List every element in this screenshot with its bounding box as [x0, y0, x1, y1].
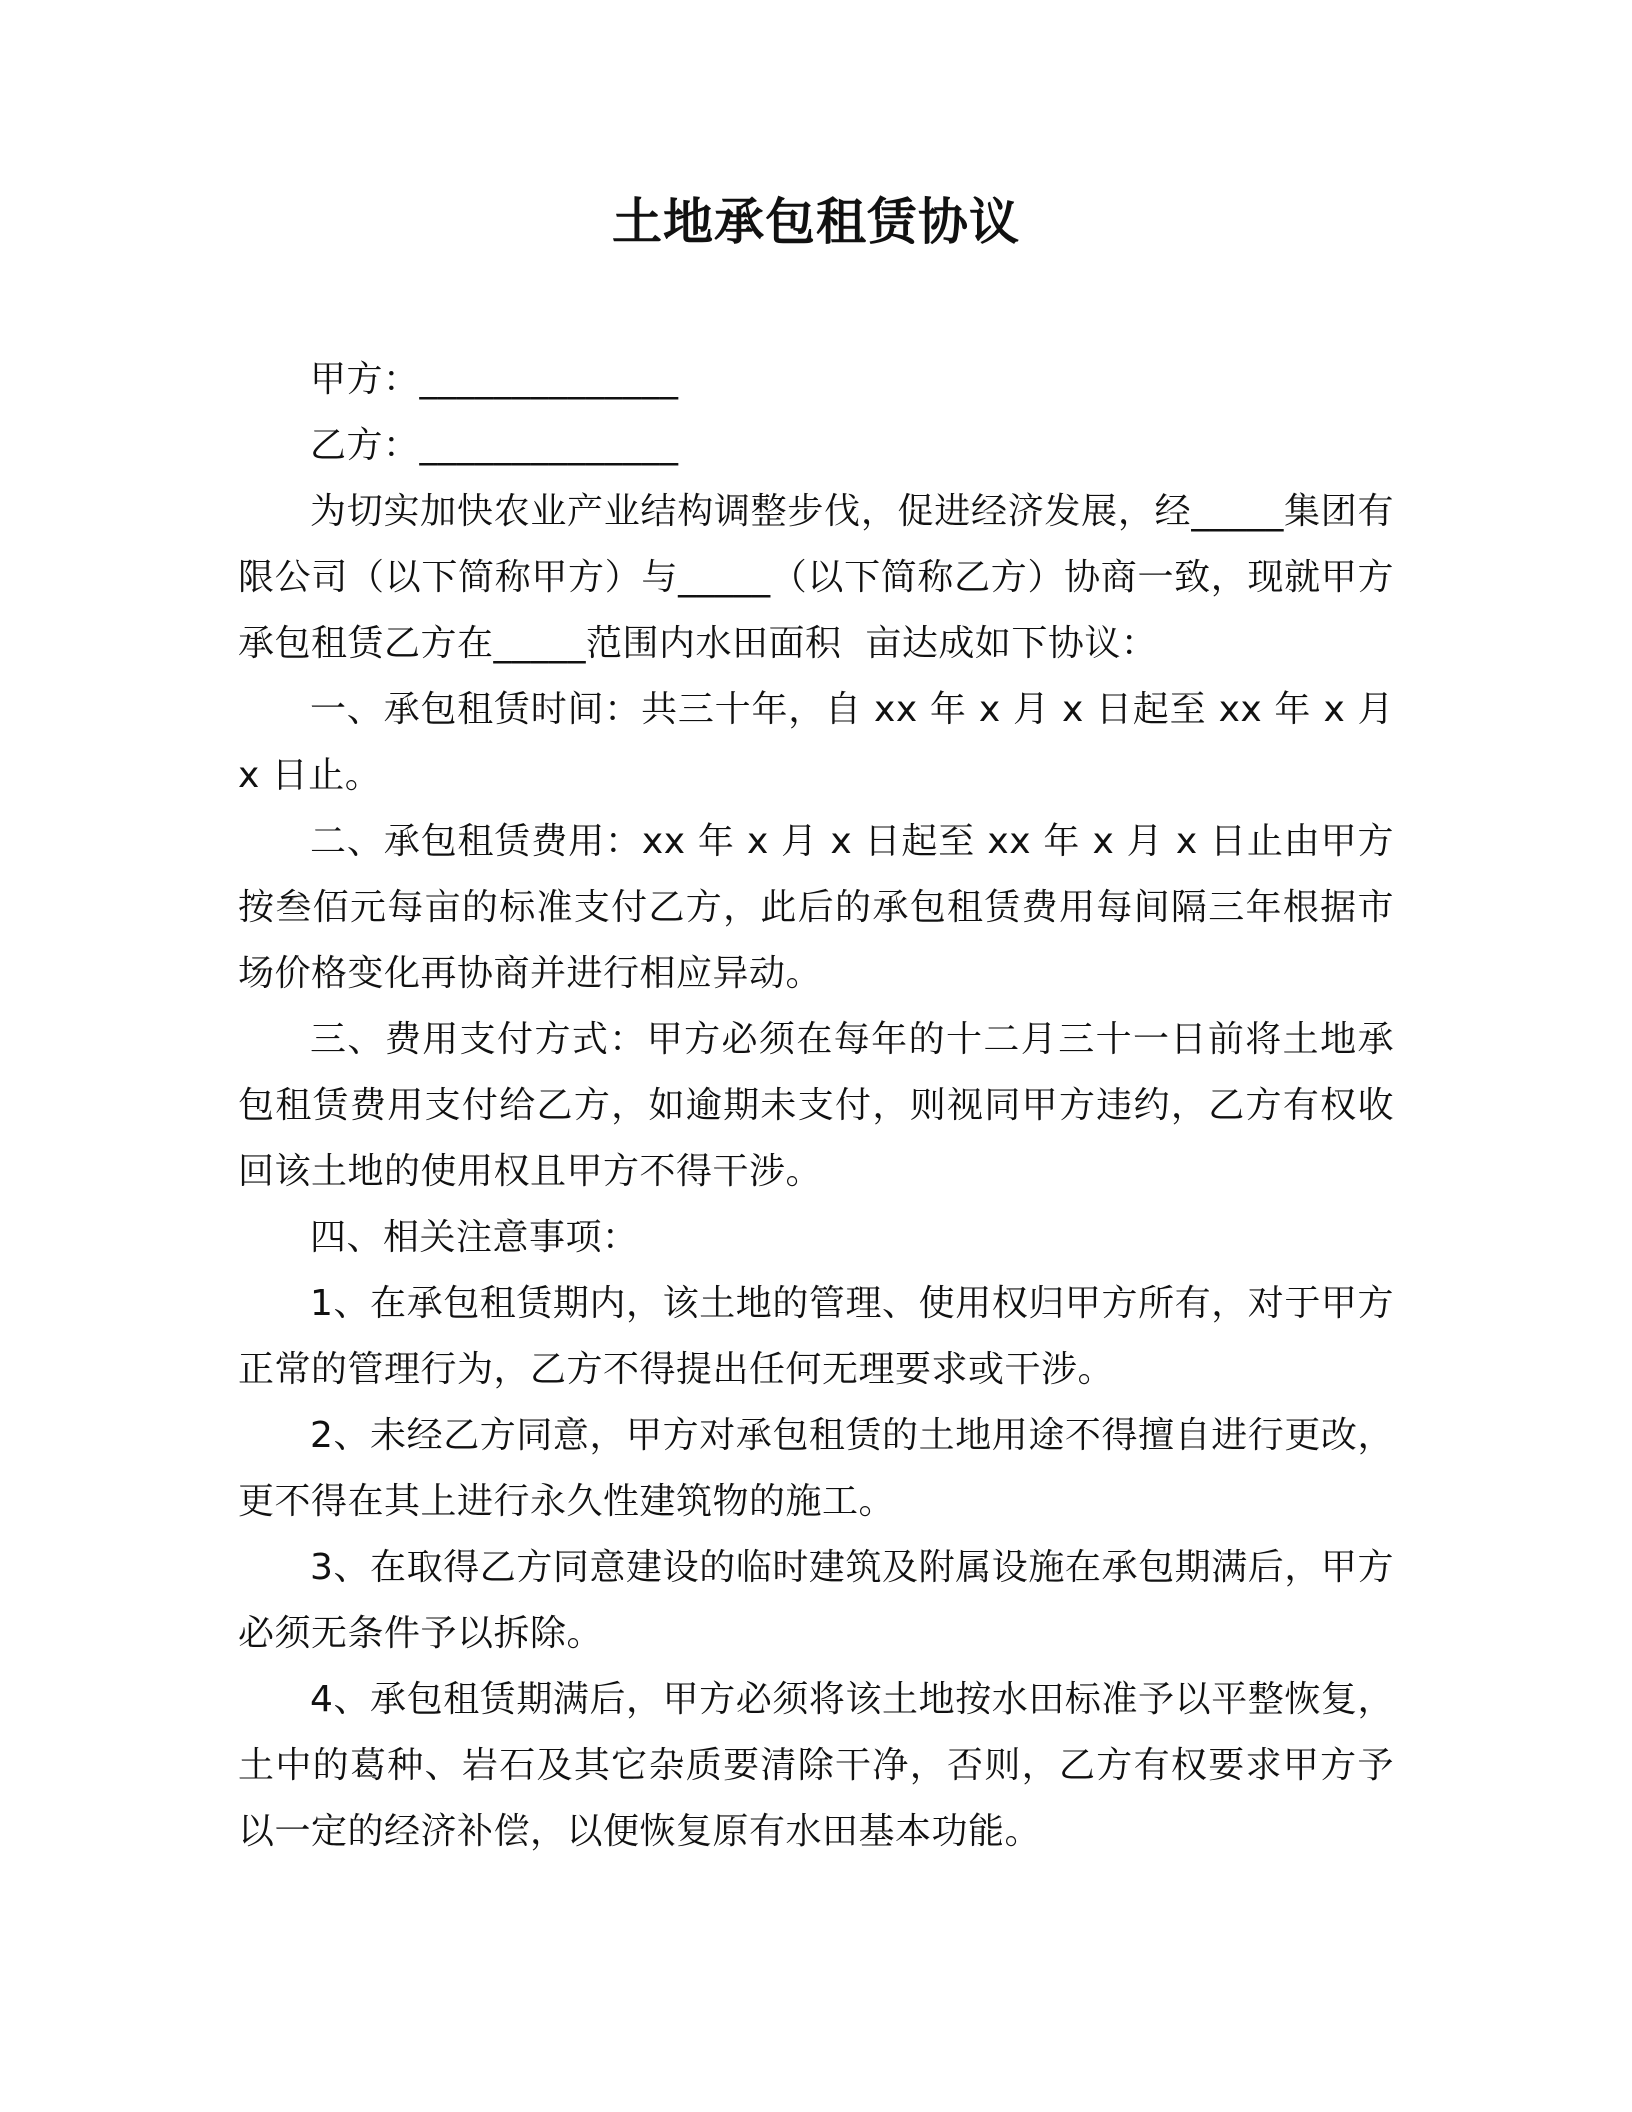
party-a-line: 甲方：______________ — [310, 359, 679, 400]
document-title: 土地承包租赁协议 — [612, 193, 1020, 251]
preamble-paragraph: 为切实加快农业产业结构调整步伐，促进经济发展，经_____集团有限公司（以下简称甲方）与_____（以下简称乙方）协商一致，现就甲方承包租赁乙方在_____范围内水田面积 亩达成如下协议： — [238, 491, 1394, 664]
clause-4-item-3: 3、在取得乙方同意建设的临时建筑及附属设施在承包期满后，甲方必须无条件予以拆除。 — [238, 1547, 1394, 1654]
clause-4-item-2: 2、未经乙方同意，甲方对承包租赁的土地用途不得擅自进行更改，更不得在其上进行永久性建筑物的施工。 — [238, 1415, 1394, 1522]
clause-1-lease-term: 一、承包租赁时间：共三十年，自 xx 年 x 月 x 日起至 xx 年 x 月 x 日止。 — [238, 689, 1406, 796]
clause-3-payment-method: 三、费用支付方式：甲方必须在每年的十二月三十一日前将土地承包租赁费用支付给乙方，如逾期未支付，则视同甲方违约，乙方有权收回该土地的使用权且甲方不得干涉。 — [238, 1019, 1394, 1192]
document-body — [238, 347, 1406, 1865]
clause-4-item-4: 4、承包租赁期满后，甲方必须将该土地按水田标准予以平整恢复，土中的葛种、岩石及其它杂质要清除干净，否则，乙方有权要求甲方予以一定的经济补偿，以便恢复原有水田基本功能。 — [238, 1679, 1394, 1852]
clause-4-heading: 四、相关注意事项： — [310, 1217, 639, 1258]
clause-4-item-1: 1、在承包租赁期内，该土地的管理、使用权归甲方所有，对于甲方正常的管理行为，乙方不得提出任何无理要求或干涉。 — [238, 1283, 1394, 1390]
party-b-line: 乙方：______________ — [310, 425, 679, 466]
clause-2-lease-fee: 二、承包租赁费用：xx 年 x 月 x 日起至 xx 年 x 月 x 日止由甲方按叁佰元每亩的标准支付乙方，此后的承包租赁费用每间隔三年根据市场价格变化再协商并进行相应异动。 — [238, 821, 1394, 994]
